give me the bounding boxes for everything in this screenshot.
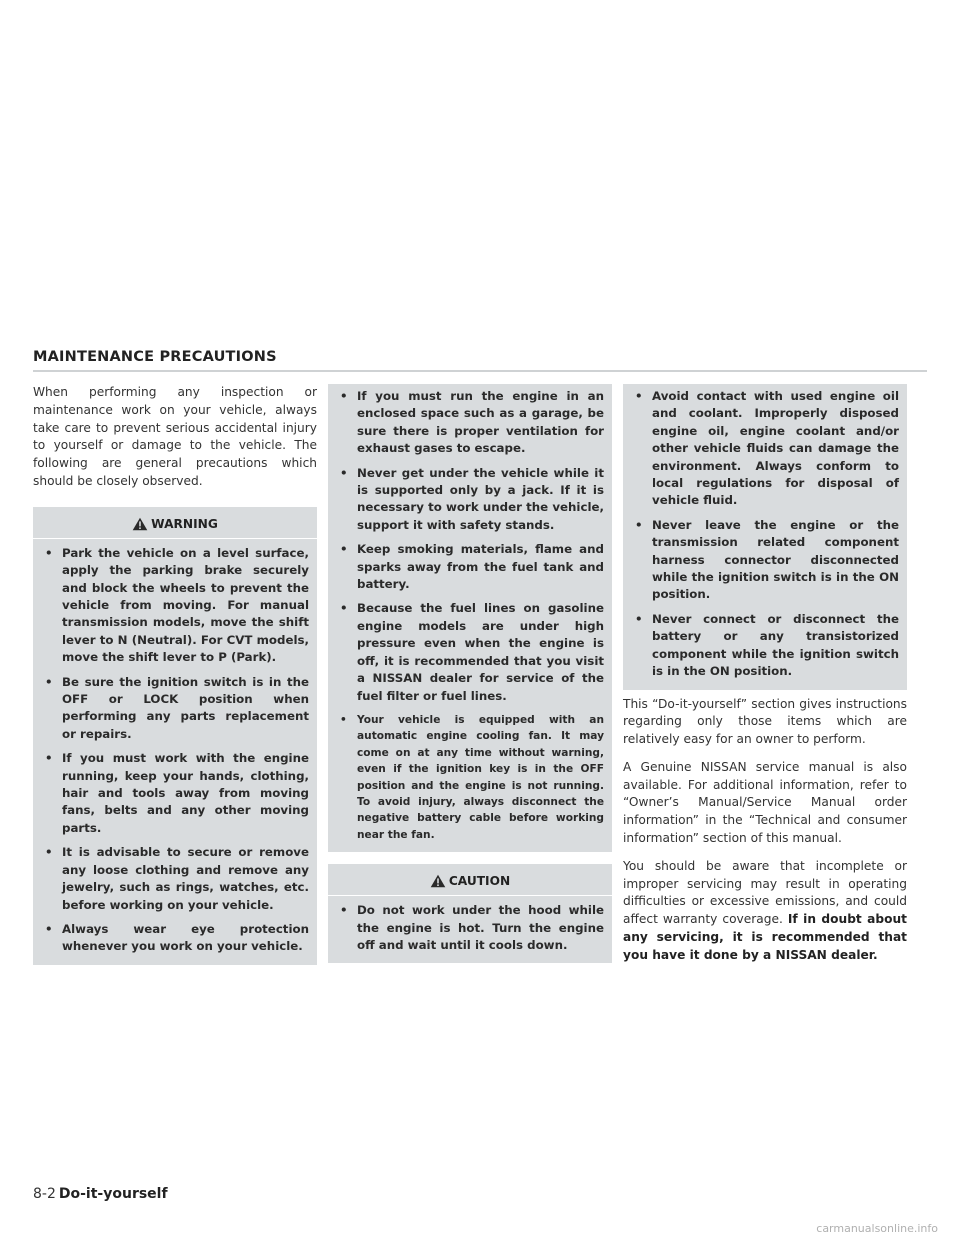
warning-item: • Keep smoking materials, flame and sparks away from the fuel tank and battery. [336,541,604,593]
warning-box-continued [328,384,612,852]
caution-header [336,871,604,895]
warning-item: • Never get under the vehicle while it is supported only by a jack. If it is necessary to work under the vehicle, support it with safety stands. [336,465,604,535]
warning-item: • Always wear eye protection whenever you work on your vehicle. [41,921,309,956]
warning-label: WARNING [151,516,218,531]
watermark: carmanualsonline.info [816,1222,938,1235]
caution-list-part1 [336,902,604,954]
caution-item: • Do not work under the hood while the engine is hot. Turn the engine off and wait until it cools down. [336,902,604,954]
diy-paragraph: This “Do-it-yourself” section gives instructions regarding only those items which are relatively easy for an owner to perform. [623,696,907,747]
warning-box [33,507,317,965]
caution-list-part2 [631,388,899,681]
section-divider [33,370,927,372]
servicing-text: You should be aware that incomplete or improper servicing may result in operating difficulties or excessive emissions, and could affect warranty coverage. [623,858,907,927]
footer-section-name: Do-it-yourself [58,1186,168,1202]
warning-icon [132,517,148,531]
caution-item: • Never leave the engine or the transmission related component harness connector disconnected while the ignition switch is in the ON position. [631,517,899,604]
warning-item: • Park the vehicle on a level surface, apply the parking brake securely and block the wheels to prevent the vehicle from moving. For manual transmission models, move the shift lever to N (Neutral). For CVT models, move the shift lever to P (Park). [41,545,309,667]
column-1 [33,384,317,965]
warning-list-part2 [336,388,604,843]
column-2 [328,384,612,963]
caution-box-continued [623,384,907,690]
caution-label: CAUTION [448,874,511,889]
warning-divider [33,538,317,539]
servicing-bold-text: If in doubt about any servicing, it is recommended that you have it done by a NISSAN dealer. [623,912,907,962]
page-number: 8-2 [33,1186,56,1202]
caution-divider [328,895,612,896]
warning-item: • If you must work with the engine running, keep your hands, clothing, hair and tools away from moving fans, belts and any other moving parts. [41,750,309,837]
warning-item: • It is advisable to secure or remove any loose clothing and remove any jewelry, such as rings, watches, etc. before working on your vehicle. [41,844,309,914]
column-3 [623,384,907,975]
warning-item: • Because the fuel lines on gasoline engine models are under high pressure even when the engine is off, it is recommended that you visit a NISSAN dealer for service of the fuel filter or fuel lines. [336,600,604,704]
servicing-paragraph [623,858,907,965]
warning-item: • Your vehicle is equipped with an automatic engine cooling fan. It may come on at any time without warning, even if the ignition key is in the OFF position and the engine is not running. To avoid injury, always disconnect the negative battery cable before working near the fan. [336,712,604,843]
warning-item: • Be sure the ignition switch is in the OFF or LOCK position when performing any parts replacement or repairs. [41,674,309,744]
warning-item: • If you must run the engine in an enclosed space such as a garage, be sure there is proper ventilation for exhaust gases to escape. [336,388,604,458]
caution-item: • Avoid contact with used engine oil and coolant. Improperly disposed engine oil, engine coolant and/or other vehicle fluids can damage the environment. Always conform to local regulations for disposal of vehicle fluid. [631,388,899,510]
caution-icon [430,874,446,888]
service-manual-paragraph: A Genuine NISSAN service manual is also available. For additional information, refer to “Owner’s Manual/Service Manual order information” in the “Technical and consumer information” section of this manual. [623,759,907,846]
section-title: MAINTENANCE PRECAUTIONS [33,349,277,365]
warning-header [41,514,309,538]
caution-item: • Never connect or disconnect the battery or any transistorized component while the ignition switch is in the ON position. [631,611,899,681]
caution-box [328,864,612,963]
page-footer [33,1186,168,1202]
warning-list-part1 [41,545,309,956]
intro-paragraph: When performing any inspection or maintenance work on your vehicle, always take care to prevent serious accidental injury to yourself or damage to the vehicle. The following are general precautions which should be closely observed. [33,385,317,488]
